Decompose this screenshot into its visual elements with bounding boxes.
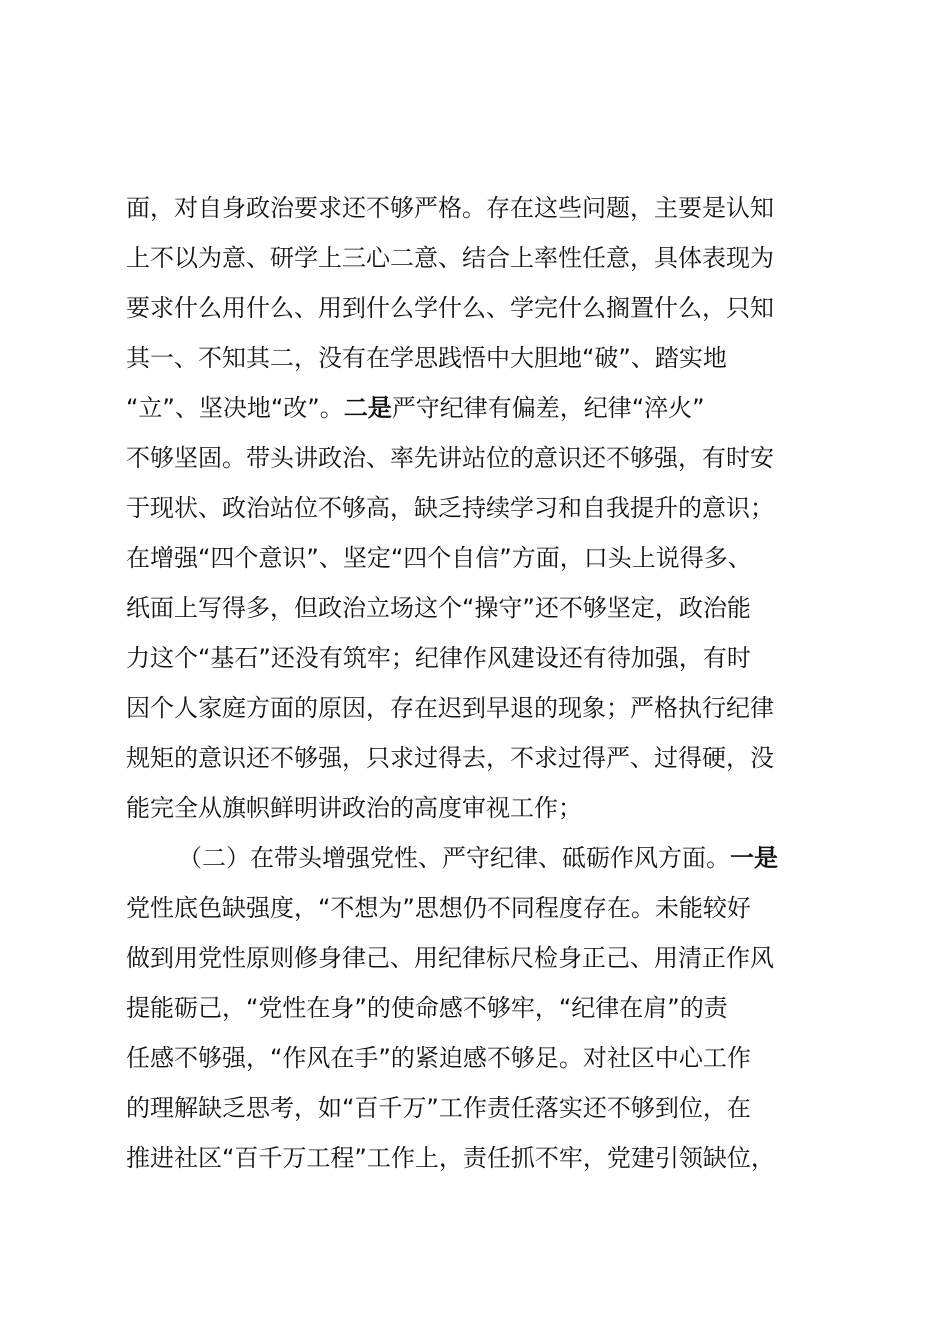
paragraph-1-line-4: 其一、不知其二，没有在学思践悟中大胆地“破”、踏实地 — [126, 344, 727, 372]
body-text — [126, 183, 836, 1183]
paragraph-1-line-12: 规矩的意识还不够强，只求过得去，不求过得严、过得硬，没 — [126, 744, 774, 772]
paragraph-1-line-2: 上不以为意、研学上三心二意、结合上率性任意，具体表现为 — [126, 244, 774, 272]
emphasis-second-point: 二是 — [343, 394, 392, 422]
paragraph-1-line-6: 不够坚固。带头讲政治、率先讲站位的意识还不够强，有时安 — [126, 444, 774, 472]
paragraph-2-line-3: 做到用党性原则修身律己、用纪律标尺检身正己、用清正作风 — [126, 944, 774, 972]
paragraph-1-line-5-text-a: “立”、坚决地“改”。 — [126, 394, 344, 422]
paragraph-1-line-10: 力这个“基石”还没有筑牢；纪律作风建设还有待加强，有时 — [126, 644, 751, 672]
paragraph-2-line-2: 党性底色缺强度，“不想为”思想仍不同程度存在。未能较好 — [126, 894, 751, 922]
paragraph-2-line-5: 任感不够强，“作风在手”的紧迫感不够足。对社区中心工作 — [126, 1044, 751, 1072]
paragraph-1-line-5-text-b: 严守纪律有偏差，纪律“淬火” — [391, 394, 705, 422]
paragraph-1-line-13: 能完全从旗帜鲜明讲政治的高度审视工作； — [126, 794, 582, 822]
paragraph-1-line-7: 于现状、政治站位不够高，缺乏持续学习和自我提升的意识； — [126, 494, 774, 522]
paragraph-1-line-3: 要求什么用什么、用到什么学什么、学完什么搁置什么，只知 — [126, 294, 774, 322]
paragraph-2-line-1 — [126, 833, 836, 883]
paragraph-1-line-5 — [126, 383, 836, 433]
section-heading-two: （二）在带头增强党性、严守纪律、砥砺作风方面。 — [178, 844, 730, 872]
paragraph-1-line-1: 面，对自身政治要求还不够严格。存在这些问题，主要是认知 — [126, 194, 774, 222]
paragraph-2-line-4: 提能砺己，“党性在身”的使命感不够牢，“纪律在肩”的责 — [126, 994, 728, 1022]
paragraph-2-line-6: 的理解缺乏思考，如“百千万”工作责任落实还不够到位，在 — [126, 1094, 751, 1122]
paragraph-2-line-7: 推进社区“百千万工程”工作上，责任抓不牢，党建引领缺位， — [126, 1144, 775, 1172]
paragraph-1-line-11: 因个人家庭方面的原因，存在迟到早退的现象；严格执行纪律 — [126, 694, 774, 722]
emphasis-first-point: 一是 — [730, 844, 778, 872]
paragraph-1-line-9: 纸面上写得多，但政治立场这个“操守”还不够坚定，政治能 — [126, 594, 751, 622]
paragraph-1-line-8: 在增强“四个意识”、坚定“四个自信”方面，口头上说得多、 — [126, 544, 752, 572]
